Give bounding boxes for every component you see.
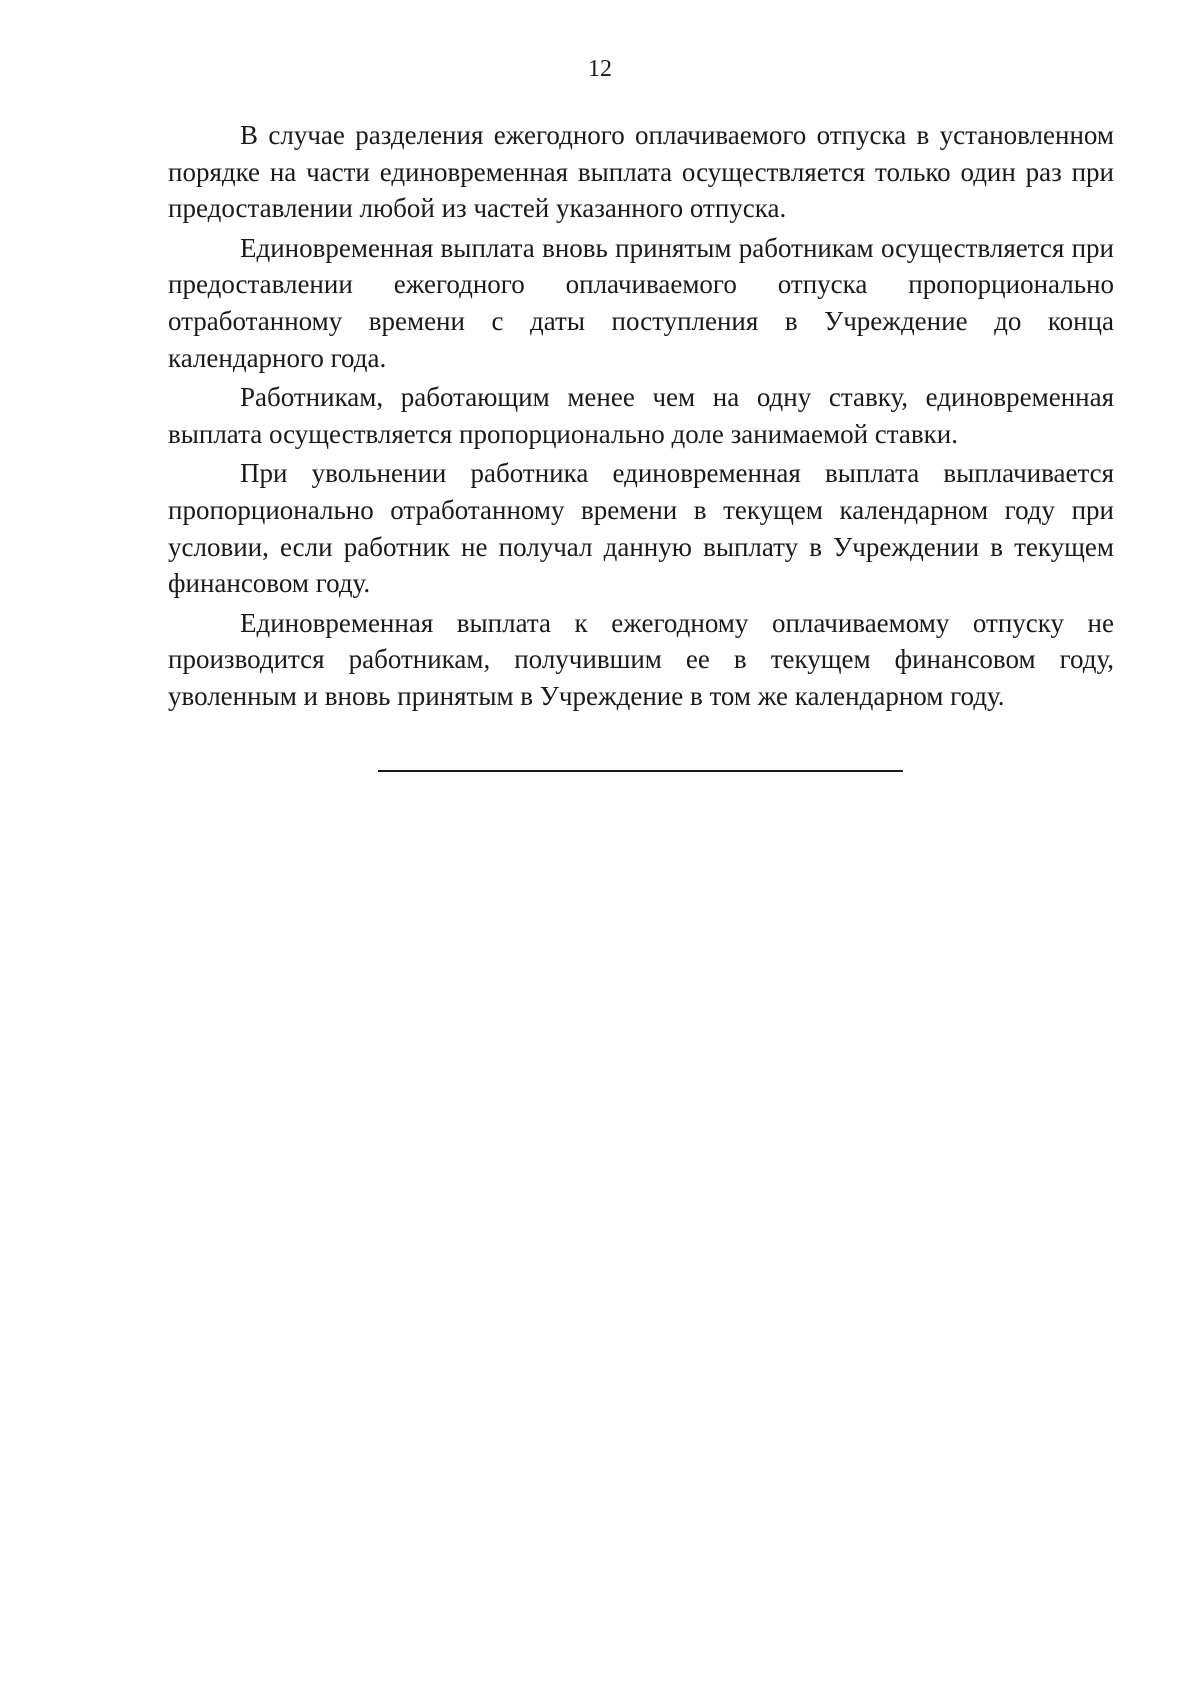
- paragraph-new-employees-payment: Единовременная выплата вновь принятым работникам осуществляется при предоставлении ежегодного оплачиваемого отпуска пропорционально отработанному времени с даты поступления в Учреждение до конца календарного года.: [168, 232, 1114, 373]
- paragraph-split-leave-payment: В случае разделения ежегодного оплачиваемого отпуска в установленном порядке на части единовременная выплата осуществляется только один раз при предоставлении любой из частей указанного отпуска.: [168, 120, 1114, 224]
- paragraph-dismissal-payment: При увольнении работника единовременная выплата выплачивается пропорционально отработанному времени в текущем календарном году при условии, если работник не получал данную выплату в Учреждении в текущем финансовом году.: [168, 458, 1114, 599]
- page-number: 12: [588, 56, 612, 82]
- paragraph-rehired-payment: Единовременная выплата к ежегодному оплачиваемому отпуску не производится работникам, получившим ее в текущем финансовом году, уволенным и вновь принятым в Учреждение в том же календарном году.: [168, 607, 1114, 711]
- closing-rule-divider: [378, 770, 903, 772]
- paragraph-part-time-payment: Работникам, работающим менее чем на одну ставку, единовременная выплата осуществляется пропорционально доле занимаемой ставки.: [168, 382, 1114, 449]
- document-body: [168, 117, 1114, 718]
